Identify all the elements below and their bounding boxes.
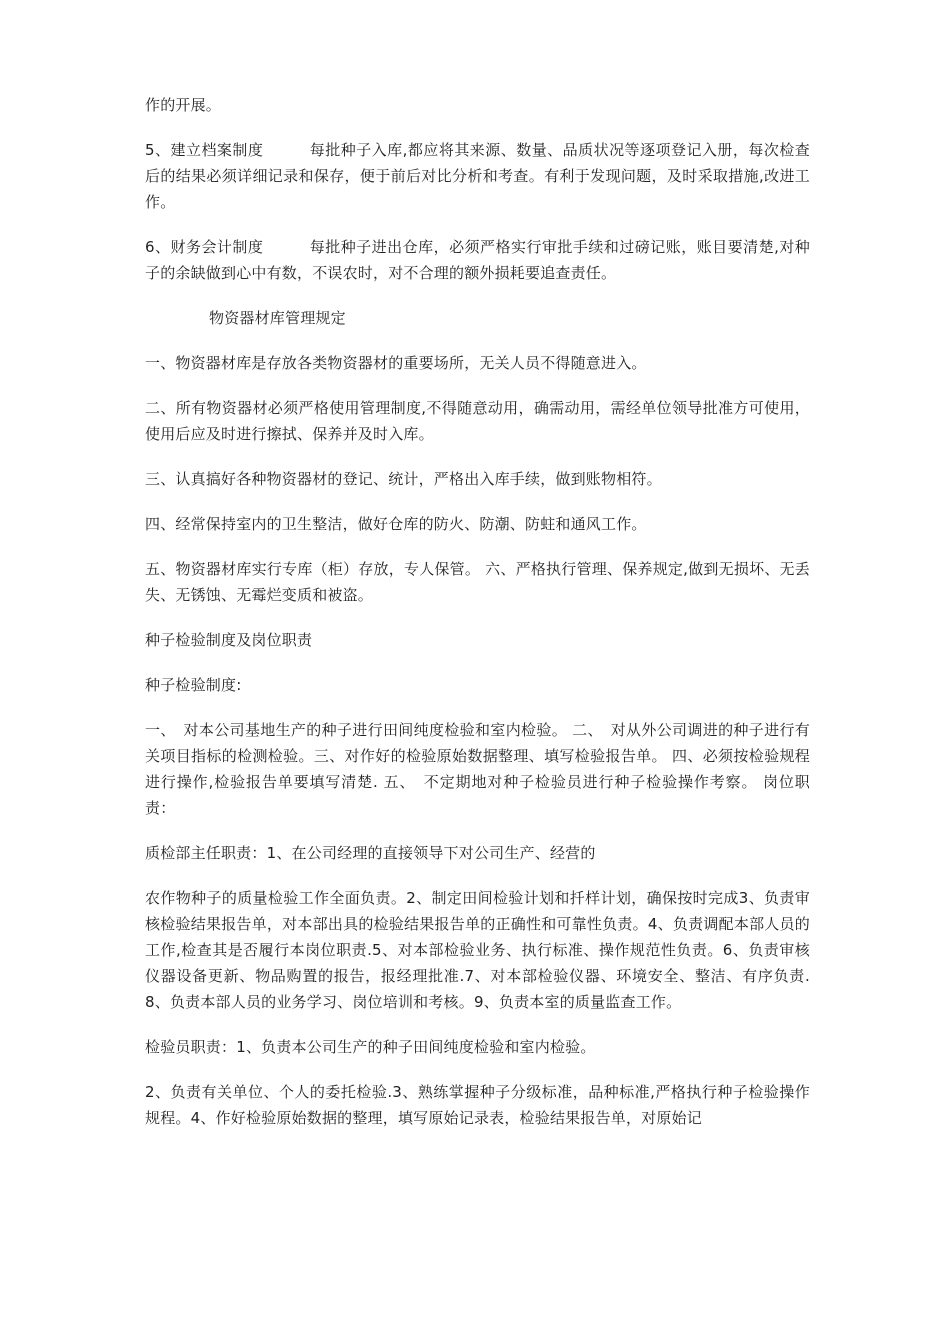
document-page (145, 92, 810, 1150)
paragraph-director-duties-intro: 质检部主任职责：1、在公司经理的直接领导下对公司生产、经营的 (145, 844, 596, 862)
paragraph-materials-4: 四、经常保持室内的卫生整洁，做好仓库的防火、防潮、防蛀和通风工作。 (145, 515, 647, 533)
paragraph-materials-5-6: 五、物资器材库实行专库（柜）存放，专人保管。 六、严格执行管理、保养规定,做到无损坏、无丢失、无锈蚀、无霉烂变质和被盗。 (145, 560, 810, 604)
paragraph-inspection-rules: 一、 对本公司基地生产的种子进行田间纯度检验和室内检验。 二、 对从外公司调进的种子进行有关项目指标的检测检验。三、对作好的检验原始数据整理、填写检验报告单。 四、必须按检验规程进行操作,检验报告单要填写清楚. 五、 不定期地对种子检验员进行种子检验操作考察。 岗位职责： (145, 721, 810, 817)
paragraph-archive-system: 5、建立档案制度 每批种子入库,都应将其来源、数量、品质状况等逐项登记入册，每次检查后的结果必须详细记录和保存，便于前后对比分析和考查。有利于发现问题，及时采取措施,改进工作。 (145, 141, 810, 211)
paragraph-inspector-duties: 2、负责有关单位、个人的委托检验.3、熟练掌握种子分级标准，品种标准,严格执行种子检验操作规程。4、作好检验原始数据的整理，填写原始记录表，检验结果报告单，对原始记 (145, 1083, 810, 1127)
paragraph-materials-3: 三、认真搞好各种物资器材的登记、统计，严格出入库手续，做到账物相符。 (145, 470, 662, 488)
paragraph-materials-1: 一、物资器材库是存放各类物资器材的重要场所，无关人员不得随意进入。 (145, 354, 647, 372)
paragraph-materials-2: 二、所有物资器材必须严格使用管理制度,不得随意动用，确需动用，需经单位领导批准方可使用，使用后应及时进行擦拭、保养并及时入库。 (145, 399, 810, 443)
paragraph-director-duties: 农作物种子的质量检验工作全面负责。2、制定田间检验计划和扦样计划，确保按时完成3、负责审核检验结果报告单，对本部出具的检验结果报告单的正确性和可靠性负责。4、负责调配本部人员的工作,检查其是否履行本岗位职责.5、对本部检验业务、执行标准、操作规范性负责。6、负责审核仪器设备更新、物品购置的报告，报经理批准.7、对本部检验仪器、环境安全、整洁、有序负责.8、负责本部人员的业务学习、岗位培训和考核。9、负责本室的质量监查工作。 (145, 889, 810, 1011)
paragraph-continuation: 作的开展。 (145, 96, 222, 114)
subheading-inspection-system: 种子检验制度: (145, 676, 242, 694)
section-heading-materials: 物资器材库管理规定 (209, 309, 346, 327)
paragraph-inspector-duties-intro: 检验员职责：1、负责本公司生产的种子田间纯度检验和室内检验。 (145, 1038, 596, 1056)
section-heading-seed-inspection: 种子检验制度及岗位职责 (145, 631, 313, 649)
paragraph-finance-system: 6、财务会计制度 每批种子进出仓库，必须严格实行审批手续和过磅记账，账目要清楚,对种子的余缺做到心中有数，不误农时，对不合理的额外损耗要追查责任。 (145, 238, 810, 282)
